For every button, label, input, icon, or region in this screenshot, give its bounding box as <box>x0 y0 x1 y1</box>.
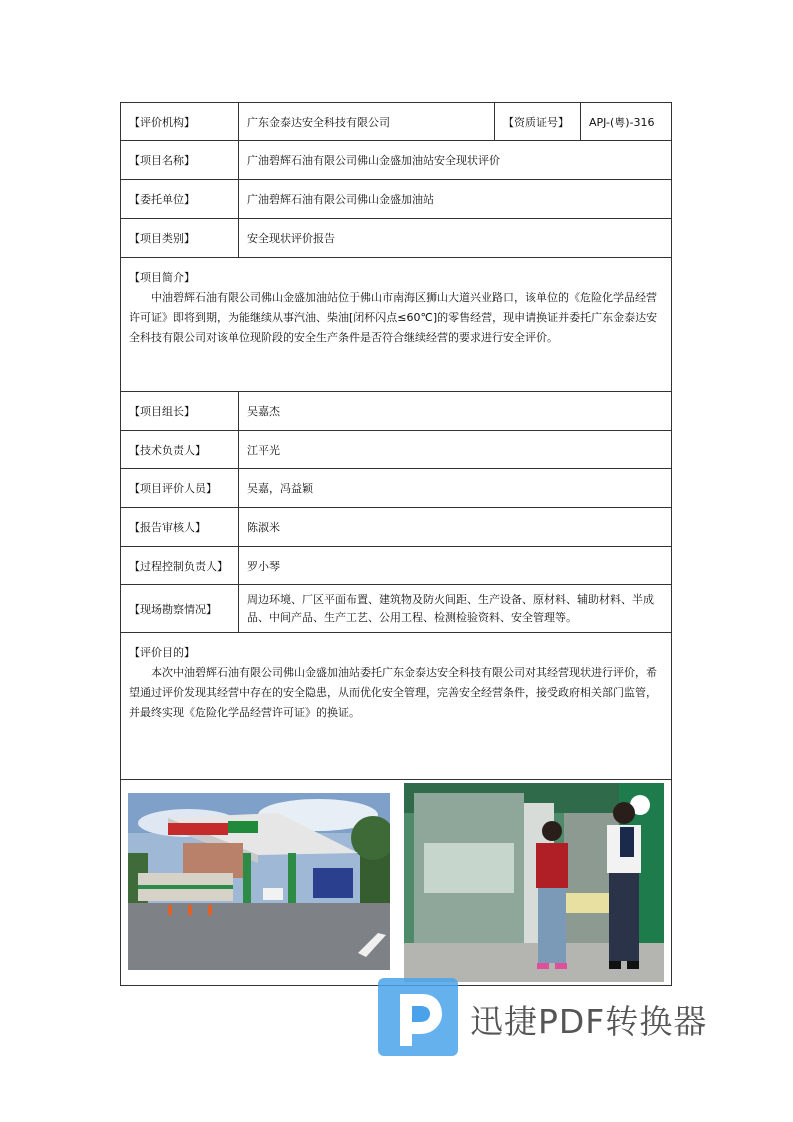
intro-text: 中油碧辉石油有限公司佛山金盛加油站位于佛山市南海区狮山大道兴业路口，该单位的《危险化学品经营许可证》即将到期，为能继续从事汽油、柴油[闭杯闪点≤60℃]的零售经营，现申请换证并委托广东金泰达安全科技有限公司对该单位现阶段的安全生产条件是否符合继续经营的要求进行安全评价。 <box>129 291 658 344</box>
row-photos <box>121 780 671 985</box>
tech-label: 【技术负责人】 <box>121 431 239 468</box>
cert-label: 【资质证号】 <box>495 103 581 140</box>
leader-value: 吴嘉杰 <box>247 405 280 418</box>
row-tech <box>121 431 671 469</box>
survey-value: 周边环境、厂区平面布置、建筑物及防火间距、生产设备、原材料、辅助材料、半成品、中间产品、生产工艺、公用工程、检测检验资料、安全管理等。 <box>247 592 654 624</box>
watermark <box>378 976 738 1056</box>
category-value: 安全现状评价报告 <box>247 232 335 245</box>
row-survey <box>121 585 671 633</box>
purpose-block <box>121 633 671 779</box>
process-value: 罗小琴 <box>247 559 280 573</box>
inspection-team-photo <box>404 783 664 982</box>
intro-block <box>121 258 671 391</box>
agency-label: 【评价机构】 <box>121 103 239 140</box>
client-label: 【委托单位】 <box>121 180 239 218</box>
row-intro <box>121 258 671 392</box>
project-name-value: 广油碧辉石油有限公司佛山金盛加油站安全现状评价 <box>247 154 500 167</box>
reviewer-value: 陈淑米 <box>247 521 280 534</box>
evaluators-value: 吴嘉，冯益颖 <box>247 482 313 495</box>
purpose-label: 【评价目的】 <box>129 646 195 659</box>
tech-value: 江平光 <box>247 443 280 457</box>
survey-label: 【现场勘察情况】 <box>121 585 239 632</box>
process-label: 【过程控制负责人】 <box>121 547 239 584</box>
row-leader <box>121 392 671 431</box>
leader-label: 【项目组长】 <box>121 392 239 430</box>
cert-value: APJ-(粤)-316 <box>589 115 655 129</box>
reviewer-label: 【报告审核人】 <box>121 508 239 546</box>
evaluation-info-table <box>120 102 672 986</box>
agency-value: 广东金泰达安全科技有限公司 <box>239 103 495 140</box>
row-client <box>121 180 671 219</box>
row-process <box>121 547 671 585</box>
client-value: 广油碧辉石油有限公司佛山金盛加油站 <box>247 193 434 206</box>
evaluators-label: 【项目评价人员】 <box>121 469 239 507</box>
purpose-text: 本次中油碧辉石油有限公司佛山金盛加油站委托广东金泰达安全科技有限公司对其经营现状进行评价，希望通过评价发现其经营中存在的安全隐患，从而优化安全管理，完善安全经营条件，接受政府相关部门监管，并最终实现《危险化学品经营许可证》的换证。 <box>129 666 657 719</box>
watermark-text: 迅捷PDF转换器 <box>470 1002 708 1041</box>
row-evaluators <box>121 469 671 508</box>
pdf-converter-logo-icon <box>378 978 458 1056</box>
row-reviewer <box>121 508 671 547</box>
intro-label: 【项目简介】 <box>129 271 195 284</box>
row-agency <box>121 103 671 141</box>
category-label: 【项目类别】 <box>121 219 239 257</box>
row-project-name <box>121 141 671 180</box>
gas-station-photo <box>128 793 390 970</box>
project-name-label: 【项目名称】 <box>121 141 239 179</box>
row-purpose <box>121 633 671 780</box>
row-category <box>121 219 671 258</box>
